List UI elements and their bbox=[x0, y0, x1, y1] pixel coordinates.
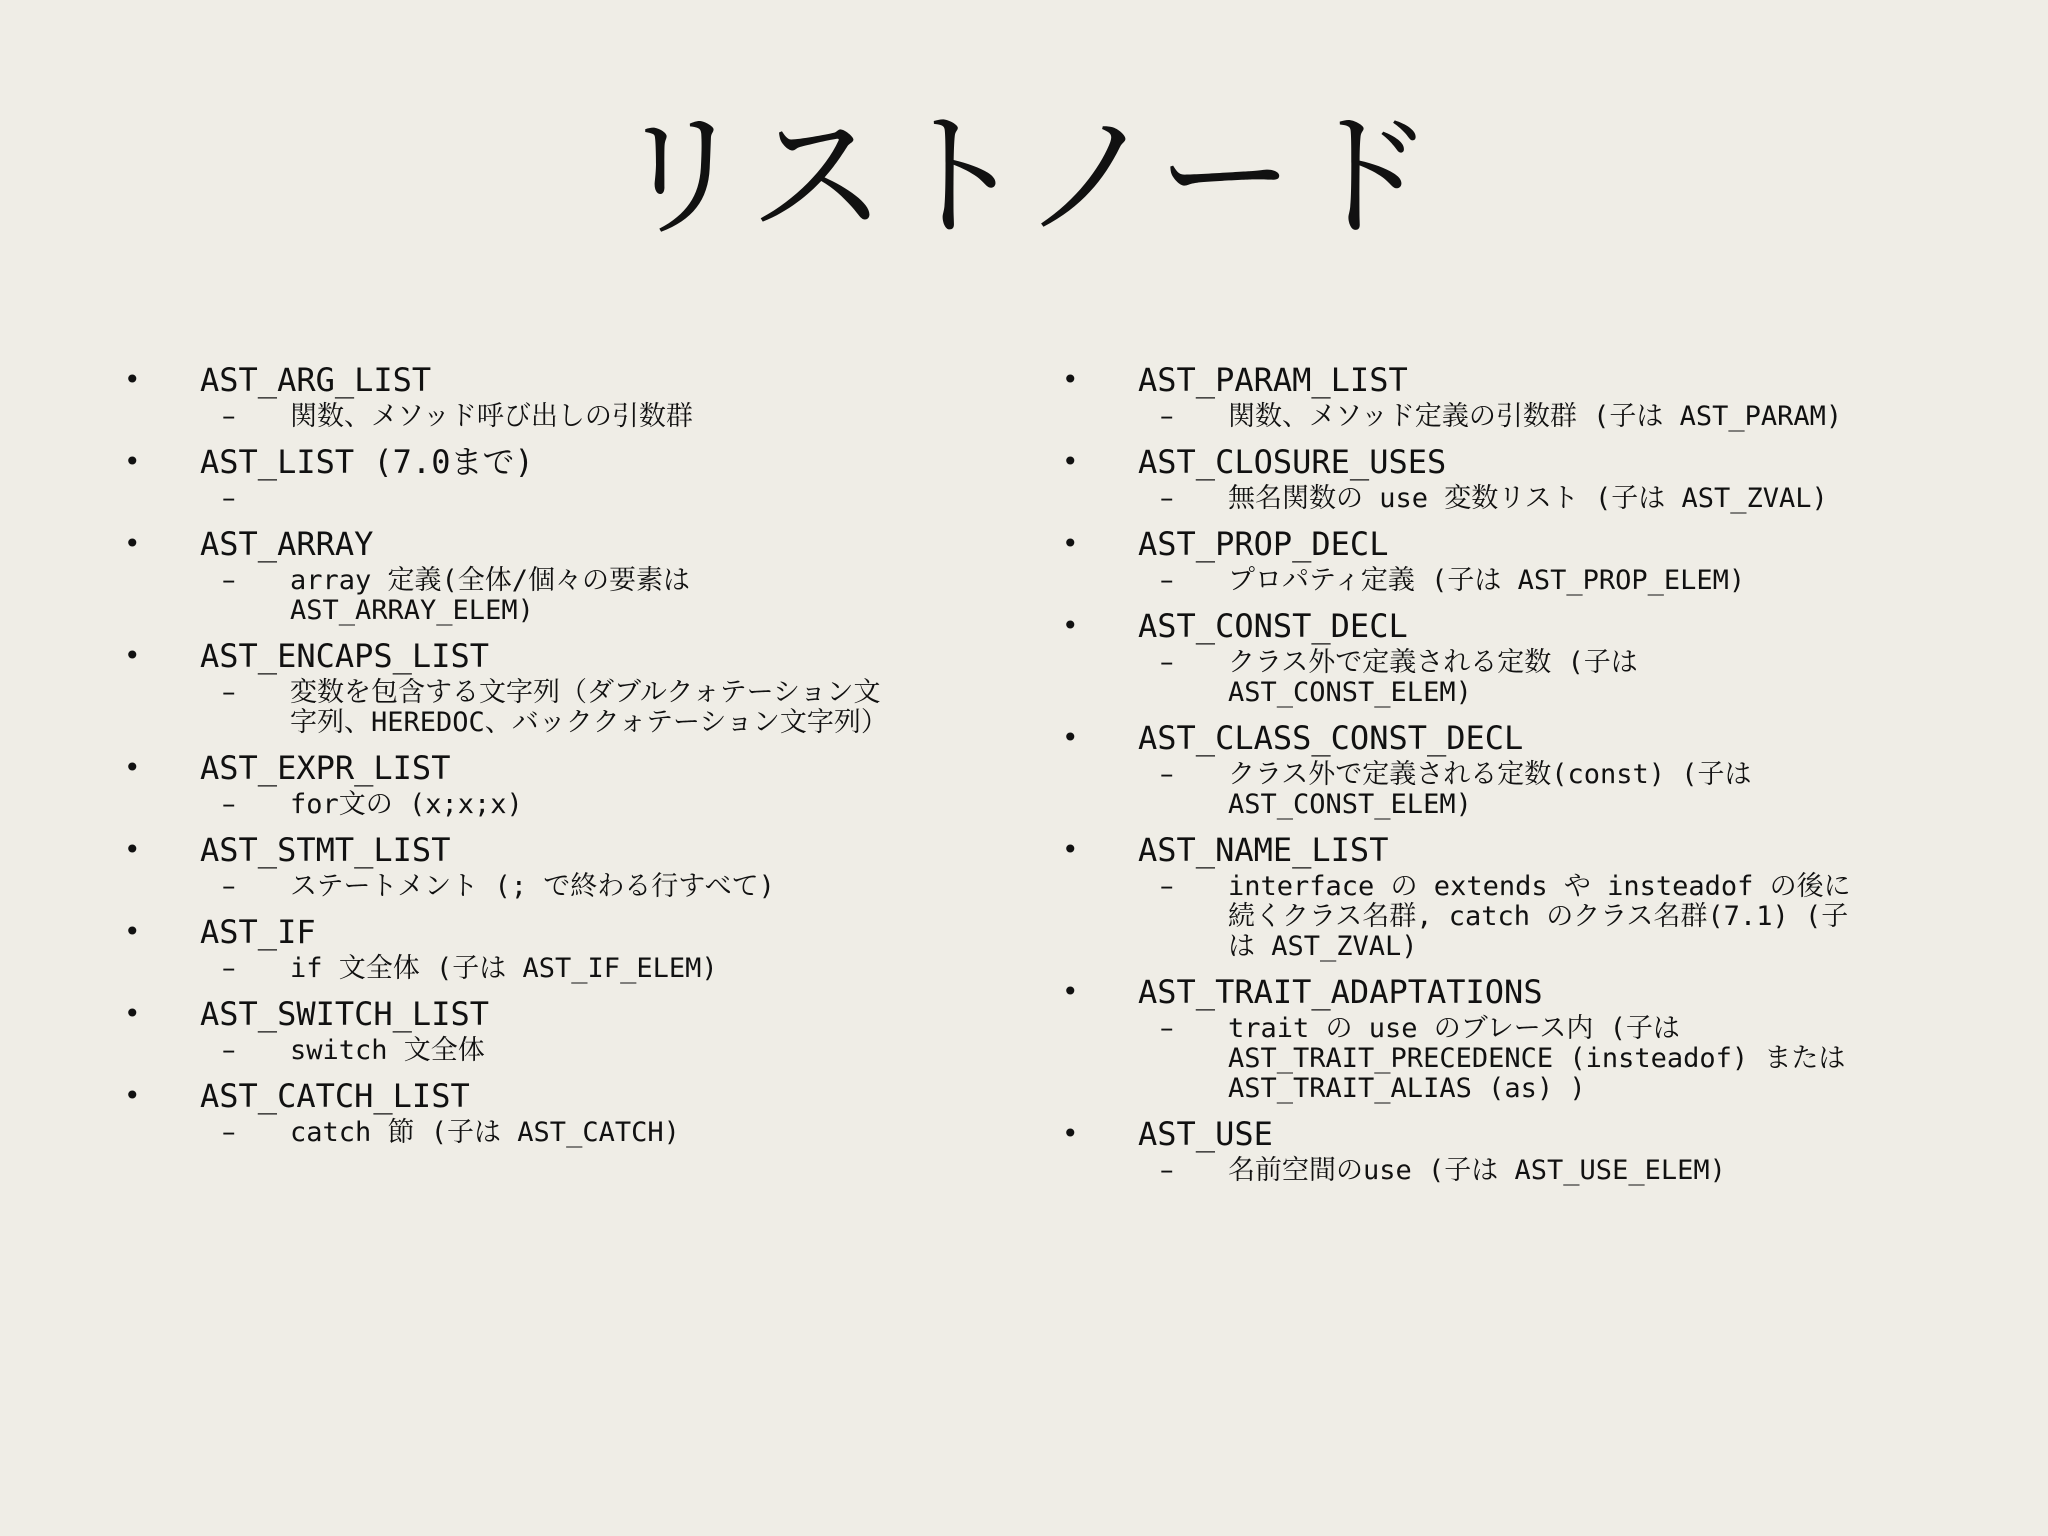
item-desc: 変数を包含する文字列（ダブルクォテーション文 字列、HEREDOC、バッククォテーション文字列） bbox=[290, 677, 888, 738]
right-column bbox=[1056, 360, 1956, 1196]
list-item bbox=[118, 636, 998, 748]
item-desc: プロパティ定義 (子は AST_PROP_ELEM) bbox=[1228, 565, 1746, 596]
list-item bbox=[118, 994, 998, 1076]
item-desc: クラス外で定義される定数 (子は AST_CONST_ELEM) bbox=[1228, 647, 1638, 708]
dash-icon: – bbox=[1160, 1155, 1174, 1186]
item-desc: for文の (x;x;x) bbox=[290, 789, 523, 820]
dash-icon: – bbox=[1160, 759, 1174, 790]
list-item bbox=[1056, 830, 1956, 972]
item-desc: interface の extends や insteadof の後に 続くクラス名群, catch のクラス名群(7.1) (子 は AST_ZVAL) bbox=[1228, 871, 1851, 962]
item-desc: catch 節 (子は AST_CATCH) bbox=[290, 1117, 680, 1148]
left-column bbox=[118, 360, 998, 1158]
item-desc: 名前空間のuse (子は AST_USE_ELEM) bbox=[1228, 1155, 1726, 1186]
list-item bbox=[118, 1076, 998, 1158]
bullet-icon: • bbox=[1062, 833, 1079, 866]
bullet-icon: • bbox=[124, 363, 141, 396]
bullet-icon: • bbox=[1062, 445, 1079, 478]
dash-icon: – bbox=[222, 871, 236, 902]
bullet-icon: • bbox=[124, 751, 141, 784]
bullet-icon: • bbox=[1062, 721, 1079, 754]
list-item bbox=[118, 912, 998, 994]
item-term: AST_TRAIT_ADAPTATIONS bbox=[1138, 973, 1543, 1011]
dash-icon: – bbox=[222, 953, 236, 984]
dash-icon: – bbox=[1160, 871, 1174, 902]
item-term: AST_IF bbox=[200, 913, 316, 951]
dash-icon: – bbox=[222, 401, 236, 432]
bullet-icon: • bbox=[124, 639, 141, 672]
list-item bbox=[1056, 442, 1956, 524]
dash-icon: – bbox=[222, 1117, 236, 1148]
list-item bbox=[1056, 718, 1956, 830]
bullet-icon: • bbox=[124, 915, 141, 948]
dash-icon: – bbox=[1160, 1013, 1174, 1044]
item-term: AST_EXPR_LIST bbox=[200, 749, 451, 787]
dash-icon: – bbox=[1160, 401, 1174, 432]
bullet-icon: • bbox=[1062, 363, 1079, 396]
bullet-icon: • bbox=[1062, 1117, 1079, 1150]
item-term: AST_CLASS_CONST_DECL bbox=[1138, 719, 1524, 757]
list-item bbox=[1056, 972, 1956, 1114]
item-term: AST_LIST (7.0まで) bbox=[200, 443, 534, 481]
list-item bbox=[1056, 1114, 1956, 1196]
dash-icon: – bbox=[222, 483, 236, 514]
list-item bbox=[1056, 360, 1956, 442]
item-term: AST_USE bbox=[1138, 1115, 1273, 1153]
bullet-icon: • bbox=[124, 833, 141, 866]
item-term: AST_PROP_DECL bbox=[1138, 525, 1389, 563]
item-term: AST_CONST_DECL bbox=[1138, 607, 1408, 645]
item-desc: if 文全体 (子は AST_IF_ELEM) bbox=[290, 953, 718, 984]
item-term: AST_ARRAY bbox=[200, 525, 374, 563]
list-item bbox=[118, 748, 998, 830]
dash-icon: – bbox=[222, 789, 236, 820]
bullet-icon: • bbox=[124, 527, 141, 560]
item-term: AST_ENCAPS_LIST bbox=[200, 637, 489, 675]
item-desc: array 定義(全体/個々の要素は AST_ARRAY_ELEM) bbox=[290, 565, 691, 626]
list-item bbox=[1056, 606, 1956, 718]
item-term: AST_ARG_LIST bbox=[200, 361, 432, 399]
dash-icon: – bbox=[1160, 647, 1174, 678]
bullet-icon: • bbox=[1062, 609, 1079, 642]
item-term: AST_SWITCH_LIST bbox=[200, 995, 489, 1033]
bullet-icon: • bbox=[1062, 527, 1079, 560]
list-item bbox=[1056, 524, 1956, 606]
item-desc: trait の use のブレース内 (子は AST_TRAIT_PRECEDENCE (insteadof) または AST_TRAIT_ALIAS (as) ) bbox=[1228, 1013, 1846, 1104]
item-term: AST_NAME_LIST bbox=[1138, 831, 1389, 869]
dash-icon: – bbox=[1160, 483, 1174, 514]
item-desc: クラス外で定義される定数(const) (子は AST_CONST_ELEM) bbox=[1228, 759, 1752, 820]
list-item bbox=[118, 830, 998, 912]
item-desc: 関数、メソッド呼び出しの引数群 bbox=[290, 401, 693, 432]
item-desc: ステートメント (; で終わる行すべて) bbox=[290, 871, 775, 902]
item-desc: switch 文全体 bbox=[290, 1035, 485, 1066]
dash-icon: – bbox=[1160, 565, 1174, 596]
list-item bbox=[118, 360, 998, 442]
bullet-icon: • bbox=[124, 997, 141, 1030]
bullet-icon: • bbox=[124, 445, 141, 478]
bullet-icon: • bbox=[1062, 975, 1079, 1008]
item-term: AST_STMT_LIST bbox=[200, 831, 451, 869]
list-item bbox=[118, 524, 998, 636]
item-term: AST_CATCH_LIST bbox=[200, 1077, 470, 1115]
item-term: AST_PARAM_LIST bbox=[1138, 361, 1408, 399]
dash-icon: – bbox=[222, 677, 236, 708]
item-term: AST_CLOSURE_USES bbox=[1138, 443, 1447, 481]
item-desc: 関数、メソッド定義の引数群 (子は AST_PARAM) bbox=[1228, 401, 1843, 432]
bullet-icon: • bbox=[124, 1079, 141, 1112]
list-item bbox=[118, 442, 998, 524]
dash-icon: – bbox=[222, 1035, 236, 1066]
item-desc: 無名関数の use 変数リスト (子は AST_ZVAL) bbox=[1228, 483, 1828, 514]
dash-icon: – bbox=[222, 565, 236, 596]
slide-title: リストノード bbox=[611, 96, 1437, 257]
